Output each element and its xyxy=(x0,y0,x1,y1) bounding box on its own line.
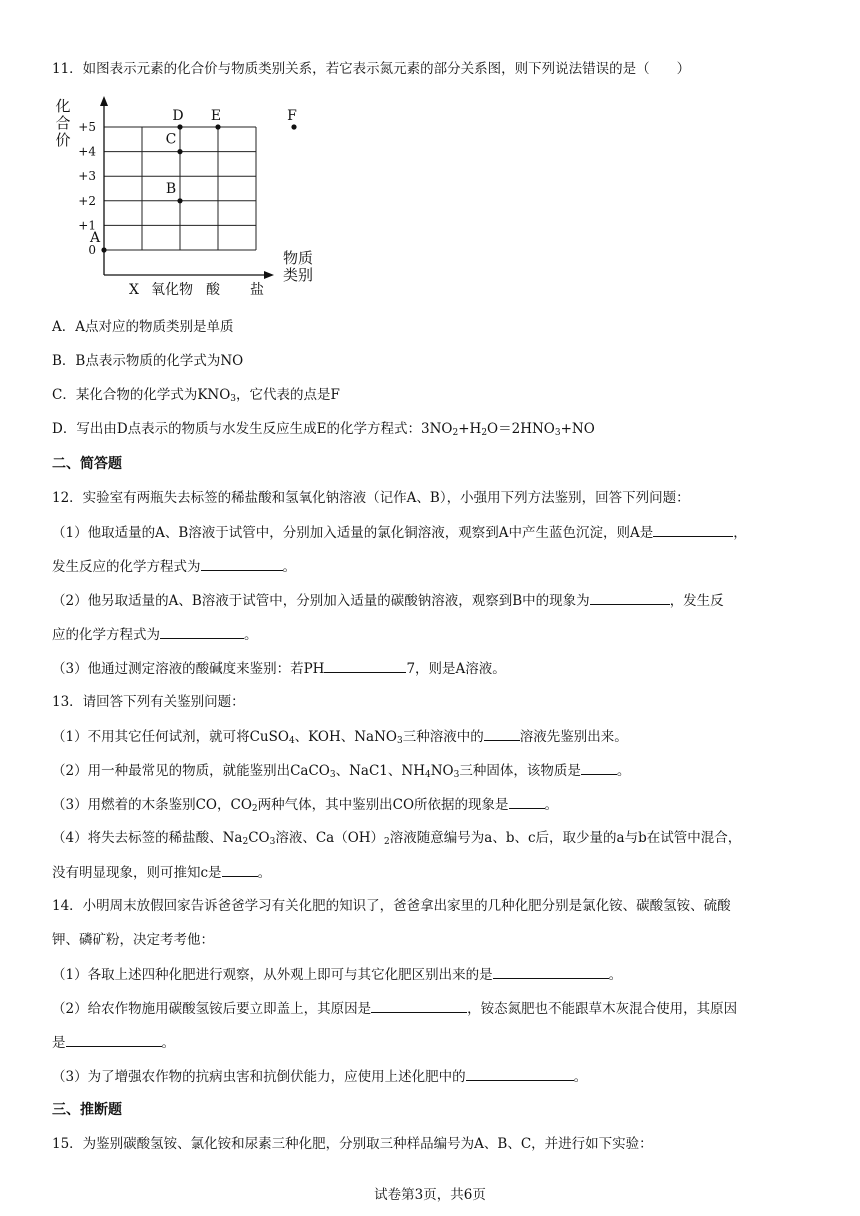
q12-part1-line1: （1）他取适量的A、B溶液于试管中，分别加入适量的氯化铜溶液，观察到A中产生蓝色沉淀，则A是 ， xyxy=(52,525,747,541)
point-label-e: E xyxy=(210,108,222,124)
y-tick-label: +4 xyxy=(78,144,96,159)
q15-stem: 15．为鉴别碳酸氢铵、氯化铵和尿素三种化肥，分别取三种样品编号为A、B、C，并进行如下实验： xyxy=(52,1136,653,1152)
q13-part1: （1）不用其它任何试剂，就可将CuSO$_4$、KOH、NaNO$_3$三种溶液中的 溶液先鉴别出来。 xyxy=(52,729,628,746)
point-a xyxy=(101,247,106,252)
answer-blank[interactable] xyxy=(222,863,258,877)
point-label-d: D xyxy=(172,108,184,124)
answer-blank[interactable] xyxy=(493,965,609,979)
answer-blank[interactable] xyxy=(581,761,617,775)
point-f xyxy=(291,124,296,129)
answer-blank[interactable] xyxy=(484,727,520,741)
y-tick-label: +1 xyxy=(78,218,96,233)
q13-stem: 13．请回答下列有关鉴别问题： xyxy=(52,694,245,710)
point-d xyxy=(177,124,182,129)
q11-option-d: D．写出由D点表示的物质与水发生反应生成E的化学方程式：$3NO_2+H_2O=2HNO_3+NO$ xyxy=(52,421,595,438)
q12-part1-line2: 发生反应的化学方程式为 。 xyxy=(52,559,296,575)
point-label-b: B xyxy=(165,180,177,197)
x-axis-arrow xyxy=(264,271,274,279)
answer-blank[interactable] xyxy=(590,591,670,605)
answer-blank[interactable] xyxy=(371,999,467,1013)
valence-chart xyxy=(48,92,297,302)
q12-part2-line2: 应的化学方程式为 。 xyxy=(52,627,258,643)
x-tick-label: 盐 xyxy=(250,282,264,298)
y-tick-label: +5 xyxy=(78,120,96,134)
q11-option-b: B．B点表示物质的化学式为NO xyxy=(52,353,244,369)
x-tick-label: 酸 xyxy=(206,282,220,298)
answer-blank[interactable] xyxy=(160,625,244,639)
q14-part3: （3）为了增强农作物的抗病虫害和抗倒伏能力，应使用上述化肥中的 。 xyxy=(52,1069,588,1085)
chart-x-label: 物质 类别 xyxy=(283,249,314,284)
answer-blank[interactable] xyxy=(66,1033,162,1047)
point-c xyxy=(177,149,182,154)
chart-y-label: 化 合 价 xyxy=(55,97,71,149)
q11-option-c: C．某化合物的化学式为$KNO_3$，它代表的点是F xyxy=(52,387,340,404)
q13-part4-line1: （4）将失去标签的稀盐酸、$Na_2CO_3$溶液、$Ca(OH)_2$溶液随意编号为a、b、c后，取少量的a与b在试管中混合， xyxy=(52,830,742,847)
y-tick-label: +2 xyxy=(78,193,96,208)
point-label-c: C xyxy=(165,131,177,148)
q14-part1: （1）各取上述四种化肥进行观察，从外观上即可与其它化肥区别出来的是 。 xyxy=(52,967,623,983)
q14-part2-line1: （2）给农作物施用碳酸氢铵后要立即盖上，其原因是 ，铵态氮肥也不能跟草木灰混合使用，其原因 xyxy=(52,1001,738,1017)
answer-blank[interactable] xyxy=(201,557,283,571)
point-b xyxy=(177,198,182,203)
q12-stem: 12．实验室有两瓶失去标签的稀盐酸和氢氧化钠溶液（记作A、B），小强用下列方法鉴别，回答下列问题： xyxy=(52,490,690,506)
point-label-a: A xyxy=(89,230,101,246)
q11-option-a: A．A点对应的物质类别是单质 xyxy=(52,319,234,335)
q13-part3: （3）用燃着的木条鉴别CO，$CO_2$两种气体，其中鉴别出CO所依据的现象是 。 xyxy=(52,797,559,814)
q13-part2: （2）用一种最常见的物质，就能鉴别出CaCO$_3$、NaC1、$NH_4NO_3$三种固体，该物质是 。 xyxy=(52,763,631,780)
q14-stem-line2: 钾、磷矿粉，决定考考他： xyxy=(52,932,214,948)
answer-blank[interactable] xyxy=(466,1067,574,1081)
section-heading-short-answer: 二、简答题 xyxy=(52,456,122,472)
x-tick-label: X xyxy=(129,282,139,298)
point-e xyxy=(215,124,220,129)
q14-stem-line1: 14．小明周末放假回家告诉爸爸学习有关化肥的知识了，爸爸拿出家里的几种化肥分别是氯化铵、碳酸氢铵、硫酸 xyxy=(52,898,731,914)
x-tick-label: 氧化物 xyxy=(151,282,193,298)
answer-blank[interactable] xyxy=(653,523,733,537)
q13-part4-line2: 没有明显现象，则可推知c是 。 xyxy=(52,865,272,881)
q11-stem: 11．如图表示元素的化合价与物质类别关系，若它表示氮元素的部分关系图，则下列说法错误的是（ ） xyxy=(52,61,691,77)
section-heading-inference: 三、推断题 xyxy=(52,1102,122,1118)
y-tick-label: +3 xyxy=(78,169,96,184)
q12-part2-line1: （2）他另取适量的A、B溶液于试管中，分别加入适量的碳酸钠溶液，观察到B中的现象为 ，发生反 xyxy=(52,593,724,609)
answer-blank[interactable] xyxy=(324,659,406,673)
q12-part3: （3）他通过测定溶液的酸碱度来鉴别：若PH 7，则是A溶液。 xyxy=(52,661,506,677)
y-axis-arrow xyxy=(100,96,108,106)
point-label-f: F xyxy=(287,108,297,124)
y-tick-label: 0 xyxy=(88,243,96,257)
q14-part2-line2: 是 。 xyxy=(52,1035,175,1051)
page-footer: 试卷第3页，共6页 xyxy=(374,1187,486,1203)
answer-blank[interactable] xyxy=(509,795,545,809)
